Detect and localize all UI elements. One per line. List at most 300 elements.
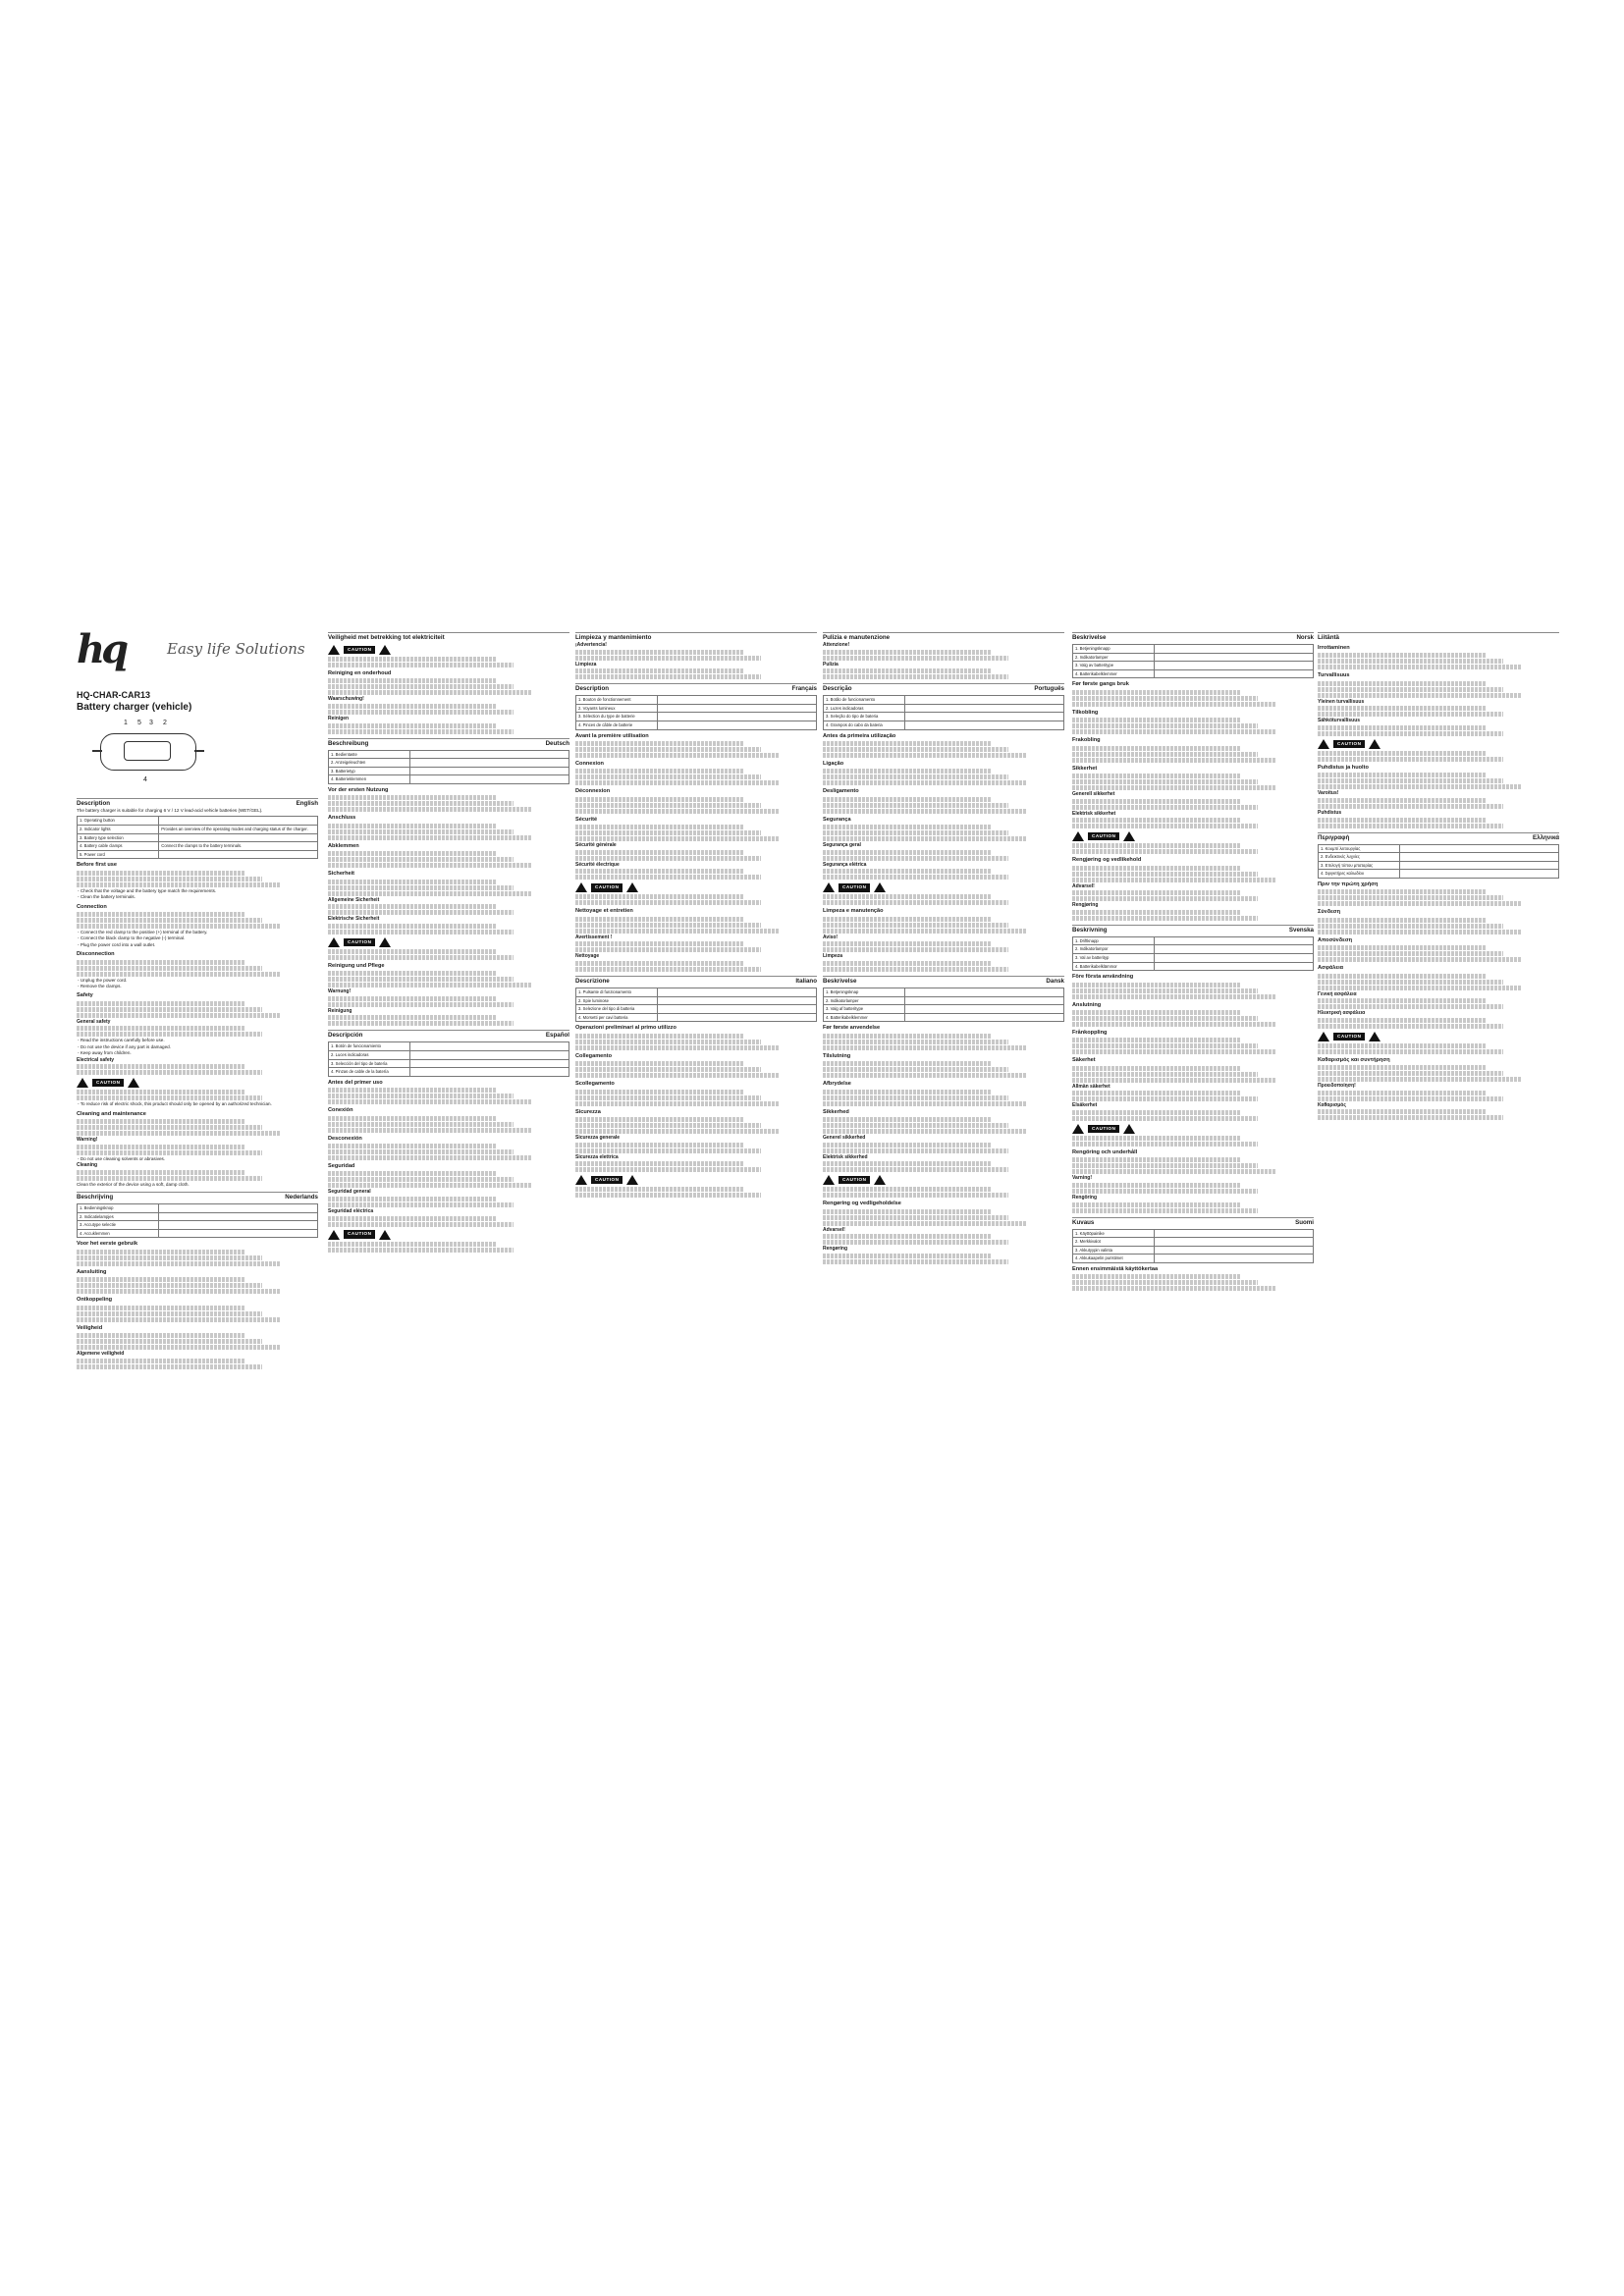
text-line-placeholder [1072,758,1275,763]
subsection-heading: Abklemmen [328,842,359,849]
subsection-heading: Antes da primeira utilização [823,732,896,739]
table-cell [159,850,318,859]
text-line-placeholder [1318,757,1503,762]
table-cell [159,817,318,826]
warning-triangle-icon [1369,739,1380,749]
parts-table [328,1041,569,1076]
table-row [1073,936,1314,945]
subsection-heading: Antes del primer uso [328,1079,383,1086]
text-line-placeholder [328,690,531,695]
minor-heading: Allmän säkerhet [1072,1083,1110,1090]
table-cell [658,704,817,713]
hq-logo-mark: hq [77,628,126,672]
warning-triangle-icon [626,882,638,892]
parts-table [1318,844,1559,879]
bullet-item: - Do not use the device if any part is damaged. [77,1044,318,1050]
text-line-placeholder [328,835,531,840]
minor-heading: Sähköturvallisuus [1318,718,1361,724]
table-cell [905,1013,1064,1022]
caution-label: CAUTION [1088,832,1119,840]
table-cell: 4. Battery cable clamps [78,842,159,851]
text-line-placeholder [328,1122,514,1127]
minor-heading: Elektrisk sikkerhed [823,1153,868,1160]
text-line-placeholder [1318,1065,1487,1070]
parts-table [328,750,569,784]
text-line-placeholder [1072,849,1258,854]
text-line-placeholder [328,729,514,734]
subsection-heading: Ennen ensimmäistä käyttökertaa [1072,1265,1159,1272]
text-line-placeholder [575,961,744,966]
caution-label: CAUTION [1088,1125,1119,1133]
subsection-heading: Segurança [823,816,851,823]
text-line-placeholder [77,1119,245,1124]
text-line-placeholder [328,1116,497,1121]
section-header [575,632,817,642]
text-line-placeholder [575,850,744,855]
warning-triangle-icon [328,1230,340,1240]
section-language: Deutsch [545,739,569,747]
section-title: Limpieza y mantenimiento [575,634,652,641]
subsection-heading: Sicherheit [328,871,355,878]
text-line-placeholder [823,929,1026,934]
table-cell [905,1005,1064,1014]
text-line-placeholder [328,1183,531,1188]
text-line-placeholder [77,1070,262,1075]
text-line-placeholder [77,1131,280,1136]
column-6 [1318,628,1559,1688]
table-cell: 2. Indikatorlamper [824,996,905,1005]
text-line-placeholder [1072,866,1241,871]
text-line-placeholder [77,1364,262,1369]
text-line-placeholder [1318,706,1487,711]
warning-triangle-icon [379,1230,391,1240]
bullet-item: - To reduce risk of electric shock, this product should only be opened by an authorized technician. [77,1101,318,1107]
text-line-placeholder [77,1064,245,1069]
subsection-heading: Ασφάλεια [1318,965,1344,972]
minor-heading: ¡Advertencia! [575,642,607,648]
text-line-placeholder [77,1345,280,1350]
text-line-placeholder [77,912,245,917]
text-line-placeholder [1072,1136,1241,1141]
caution-warning [823,1175,1064,1185]
text-line-placeholder [1072,718,1241,722]
figure-label: 4 [143,776,147,783]
section-language: Português [1034,685,1064,693]
table-row [78,1204,318,1213]
subsection-heading: Before first use [77,862,118,869]
table-cell [1155,669,1314,678]
table-cell: 4. Pinzas de cable de la batería [329,1068,410,1077]
text-line-placeholder [575,1101,779,1106]
minor-heading: Limpeza [823,953,843,960]
section-header [1072,925,1314,934]
text-line-placeholder [823,753,1026,758]
text-line-placeholder [77,1007,262,1012]
table-cell [159,1221,318,1230]
table-row [1073,1229,1314,1238]
text-line-placeholder [1072,746,1241,751]
table-row [1073,962,1314,971]
text-line-placeholder [575,1193,761,1198]
minor-heading: Segurança elétrica [823,861,867,868]
section-title: Beskrivelse [1072,634,1107,641]
subsection-heading: Rengjøring og vedlikehold [1072,857,1142,864]
text-line-placeholder [77,1283,262,1288]
table-row [329,750,569,759]
section-title: Περιγραφή [1318,833,1350,841]
table-row [1319,853,1559,862]
charger-panel-shape [124,741,171,761]
table-cell [905,704,1064,713]
text-line-placeholder [575,1167,761,1172]
text-line-placeholder [823,1215,1008,1220]
column-3 [575,628,817,1688]
minor-heading: Seguridad eléctrica [328,1207,374,1214]
text-line-placeholder [823,741,992,746]
table-cell [1155,945,1314,954]
minor-heading: Varning! [1072,1175,1093,1182]
minor-heading: Nettoyage [575,953,600,960]
minor-heading: Ηλεκτρική ασφάλεια [1318,1010,1366,1017]
warning-triangle-icon [328,645,340,655]
minor-heading: Cleaning [77,1162,98,1169]
manual-sheet [0,628,1624,1688]
minor-heading: Limpieza [575,661,597,667]
minor-heading: Elektrisk sikkerhet [1072,810,1116,817]
table-cell [159,1212,318,1221]
table-cell [1155,1229,1314,1238]
text-line-placeholder [575,1090,744,1095]
text-line-placeholder [328,795,497,800]
subsection-heading: Före första användning [1072,974,1134,981]
subsection-heading: Avant la première utilisation [575,732,649,739]
section-title: Beskrivelse [823,977,857,985]
text-line-placeholder [1318,945,1487,950]
table-cell [159,1229,318,1238]
table-cell: 1. Bedieningsknop [78,1204,159,1213]
subsection-heading: Operazioni preliminari al primo utilizzo [575,1025,677,1032]
text-line-placeholder [1318,889,1487,894]
minor-heading: Avertissement ! [575,934,613,940]
table-cell [905,713,1064,721]
text-line-placeholder [823,803,1008,808]
text-line-placeholder [575,941,744,946]
text-line-placeholder [77,1359,245,1363]
text-line-placeholder [823,809,1026,814]
subsection-heading: Afbrydelse [823,1081,851,1088]
text-line-placeholder [328,1177,514,1182]
text-line-placeholder [77,1026,245,1031]
table-row [824,1005,1064,1014]
text-line-placeholder [328,863,531,868]
subsection-heading: Ligação [823,760,844,767]
text-line-placeholder [77,966,262,971]
table-cell: 4. Morsetti per cavi batteria [576,1013,658,1022]
text-line-placeholder [1318,818,1487,823]
text-line-placeholder [328,971,497,976]
text-line-placeholder [1072,690,1241,695]
table-row [329,767,569,775]
text-line-placeholder [1072,1066,1241,1071]
text-line-placeholder [1072,702,1275,707]
table-row [78,1221,318,1230]
table-cell: 1. Operating button [78,817,159,826]
bullet-item: - Connect the red clamp to the positive (+) terminal of the battery. [77,930,318,935]
caution-warning [575,1175,817,1185]
text-line-placeholder [575,650,744,655]
table-row [78,1229,318,1238]
text-line-placeholder [823,1129,1026,1134]
text-line-placeholder [1318,712,1503,717]
text-line-placeholder [575,917,744,922]
subsection-heading: Σύνδεση [1318,909,1341,916]
text-line-placeholder [1318,1115,1503,1120]
text-line-placeholder [823,1061,992,1066]
table-cell [1155,1255,1314,1263]
text-line-placeholder [77,1317,280,1322]
subsection-heading: Før første anvendelse [823,1025,881,1032]
text-line-placeholder [1318,751,1487,756]
subsection-heading: Cleaning and maintenance [77,1110,146,1117]
table-row [1073,945,1314,954]
caution-warning [575,882,817,892]
text-line-placeholder [823,1259,1008,1264]
text-line-placeholder [77,1090,245,1095]
text-line-placeholder [1318,784,1521,789]
text-line-placeholder [1318,957,1521,962]
text-line-placeholder [1072,1169,1275,1174]
subsection-heading: Rengöring och underhåll [1072,1148,1138,1155]
text-line-placeholder [1318,924,1503,929]
minor-heading: Varoitus! [1318,790,1339,797]
text-line-placeholder [1072,752,1258,757]
table-cell [159,1204,318,1213]
minor-heading: Generel sikkerhed [823,1134,866,1141]
text-line-placeholder [77,1289,280,1294]
text-line-placeholder [823,674,1008,679]
table-row [824,713,1064,721]
text-line-placeholder [575,1143,744,1148]
table-cell [1400,861,1559,870]
charger-illustration [94,718,202,790]
minor-heading: Aviso! [823,934,839,940]
table-cell: 2. Indikatorlampor [1073,945,1155,954]
table-row [1073,953,1314,962]
text-line-placeholder [1318,1043,1487,1048]
column-2 [328,628,569,1688]
text-line-placeholder [328,657,497,662]
text-line-placeholder [823,1101,1026,1106]
parts-table [575,695,817,729]
text-line-placeholder [575,1061,744,1066]
text-line-placeholder [823,668,992,673]
table-row [1073,1246,1314,1255]
table-cell [1155,1246,1314,1255]
text-line-placeholder [328,1197,497,1201]
column-flow [77,798,318,1369]
table-cell [410,1059,569,1068]
table-cell: 2. Indikatorlamper [1073,653,1155,662]
subsection-heading: Irrottaminen [1318,645,1350,651]
section-header [328,738,569,748]
text-line-placeholder [823,1067,1008,1072]
text-line-placeholder [575,1161,744,1166]
section-language: Dansk [1046,977,1064,985]
brand-logo [77,628,318,689]
text-line-placeholder [823,825,992,829]
text-line-placeholder [77,1001,245,1006]
text-line-placeholder [1072,1183,1241,1188]
table-cell [410,750,569,759]
text-line-placeholder [823,830,1008,835]
minor-heading: Rengøring [823,1246,847,1253]
minor-heading: Puhdistus [1318,810,1342,816]
text-line-placeholder [77,1333,245,1338]
section-header [1072,1217,1314,1227]
warning-triangle-icon [328,937,340,947]
figure-label: 3 [149,720,153,726]
text-line-placeholder [77,1250,245,1255]
subsection-heading: Desligamento [823,788,859,795]
text-line-placeholder [575,900,761,905]
text-line-placeholder [328,704,497,709]
text-line-placeholder [1072,910,1241,915]
table-cell: 2. Luces indicadoras [329,1050,410,1059]
caution-label: CAUTION [591,883,623,891]
minor-heading: Reinigung [328,1007,352,1014]
table-cell [1155,1238,1314,1247]
section-title: Veiligheid met betrekking tot elektriciteit [328,634,445,641]
text-line-placeholder [328,1248,514,1253]
text-line-placeholder [328,1202,514,1207]
text-line-placeholder [823,1073,1026,1078]
table-cell [905,988,1064,996]
text-line-placeholder [328,1002,514,1007]
minor-heading: Electrical safety [77,1056,115,1063]
warning-triangle-icon [77,1078,88,1088]
text-line-placeholder [1318,804,1503,809]
section-language: Français [791,685,817,693]
section-title: Descrizione [575,977,610,985]
text-line-placeholder [1072,843,1241,848]
caution-warning [1318,1032,1559,1041]
text-line-placeholder [823,1240,1008,1245]
text-line-placeholder [1072,1280,1258,1285]
table-row [824,704,1064,713]
text-line-placeholder [575,780,779,785]
text-line-placeholder [823,869,992,874]
table-cell: 3. Battery type selection [78,833,159,842]
minor-heading: Reinigen [328,716,350,721]
text-line-placeholder [328,949,497,954]
table-cell: Connect the clamps to the battery terminals. [159,842,318,851]
table-cell [1155,936,1314,945]
text-line-placeholder [1072,1091,1241,1095]
text-line-placeholder [823,780,1026,785]
table-row [576,1013,817,1022]
text-line-placeholder [1072,1038,1241,1042]
text-line-placeholder [823,797,992,802]
text-line-placeholder [77,1261,280,1266]
subsection-heading: Desconexión [328,1135,362,1142]
text-line-placeholder [1072,890,1241,895]
section-title: Pulizia e manutenzione [823,634,891,641]
text-line-placeholder [823,1034,992,1039]
text-line-placeholder [328,977,514,982]
parts-table [1072,936,1314,971]
text-line-placeholder [823,769,992,774]
table-cell: 3. Valg af batteritype [824,1005,905,1014]
text-line-placeholder [328,723,497,728]
warning-triangle-icon [1072,831,1084,841]
table-cell [658,996,817,1005]
text-line-placeholder [77,1306,245,1310]
column-1 [77,628,318,1688]
section-title: Liitäntä [1318,634,1340,641]
text-line-placeholder [1072,988,1258,993]
text-line-placeholder [823,650,992,655]
section-title: Beskrivning [1072,926,1108,934]
minor-heading: Sécurité générale [575,842,617,849]
table-row [329,775,569,784]
text-line-placeholder [575,803,761,808]
table-cell: 3. Sélection du type de batterie [576,713,658,721]
text-line-placeholder [823,850,992,855]
minor-heading: Γενική ασφάλεια [1318,990,1357,997]
text-line-placeholder [1072,878,1275,882]
text-line-placeholder [575,797,744,802]
caution-warning [823,882,1064,892]
table-cell: 5. Power cord [78,850,159,859]
text-line-placeholder [328,996,497,1001]
subsection-heading: Sikkerhet [1072,765,1098,772]
table-cell: 4. Σφιγκτήρες καλωδίου [1319,870,1400,879]
text-line-placeholder [823,1045,1026,1050]
table-cell: 4. Pinces de câble de batterie [576,721,658,729]
section-language: Suomi [1295,1218,1314,1226]
subsection-heading: Déconnexion [575,788,611,795]
section-title: Descrição [823,685,852,693]
table-cell: 3. Akkutyypin valinta [1073,1246,1155,1255]
subsection-heading: Nettoyage et entretien [575,908,633,915]
caution-label: CAUTION [839,1176,870,1184]
text-line-placeholder [575,967,761,972]
table-row [78,833,318,842]
subsection-heading: Safety [77,992,93,999]
subsection-heading: Rengøring og vedligeholdelse [823,1201,901,1207]
text-line-placeholder [575,769,744,774]
text-line-placeholder [823,1193,1008,1198]
text-line-placeholder [1072,1078,1275,1083]
text-line-placeholder [575,894,744,899]
text-line-placeholder [575,869,744,874]
table-cell: 2. Merkkivalot [1073,1238,1155,1247]
text-line-placeholder [1318,681,1487,686]
text-line-placeholder [77,871,245,876]
table-row [78,850,318,859]
table-cell [1155,653,1314,662]
paragraph: Clean the exterior of the device using a soft, damp cloth. [77,1181,189,1187]
caution-label: CAUTION [591,1176,623,1184]
text-line-placeholder [77,1150,262,1155]
text-line-placeholder [823,1090,992,1095]
subsection-heading: Anschluss [328,815,356,822]
paragraph: The battery charger is suitable for charging 6 V / 12 V lead-acid vehicle batteries (WET/GEL). [77,808,263,813]
text-line-placeholder [575,1148,761,1153]
text-line-placeholder [1318,659,1503,664]
table-cell: 1. Pulsante di funzionamento [576,988,658,996]
section-header [823,683,1064,693]
